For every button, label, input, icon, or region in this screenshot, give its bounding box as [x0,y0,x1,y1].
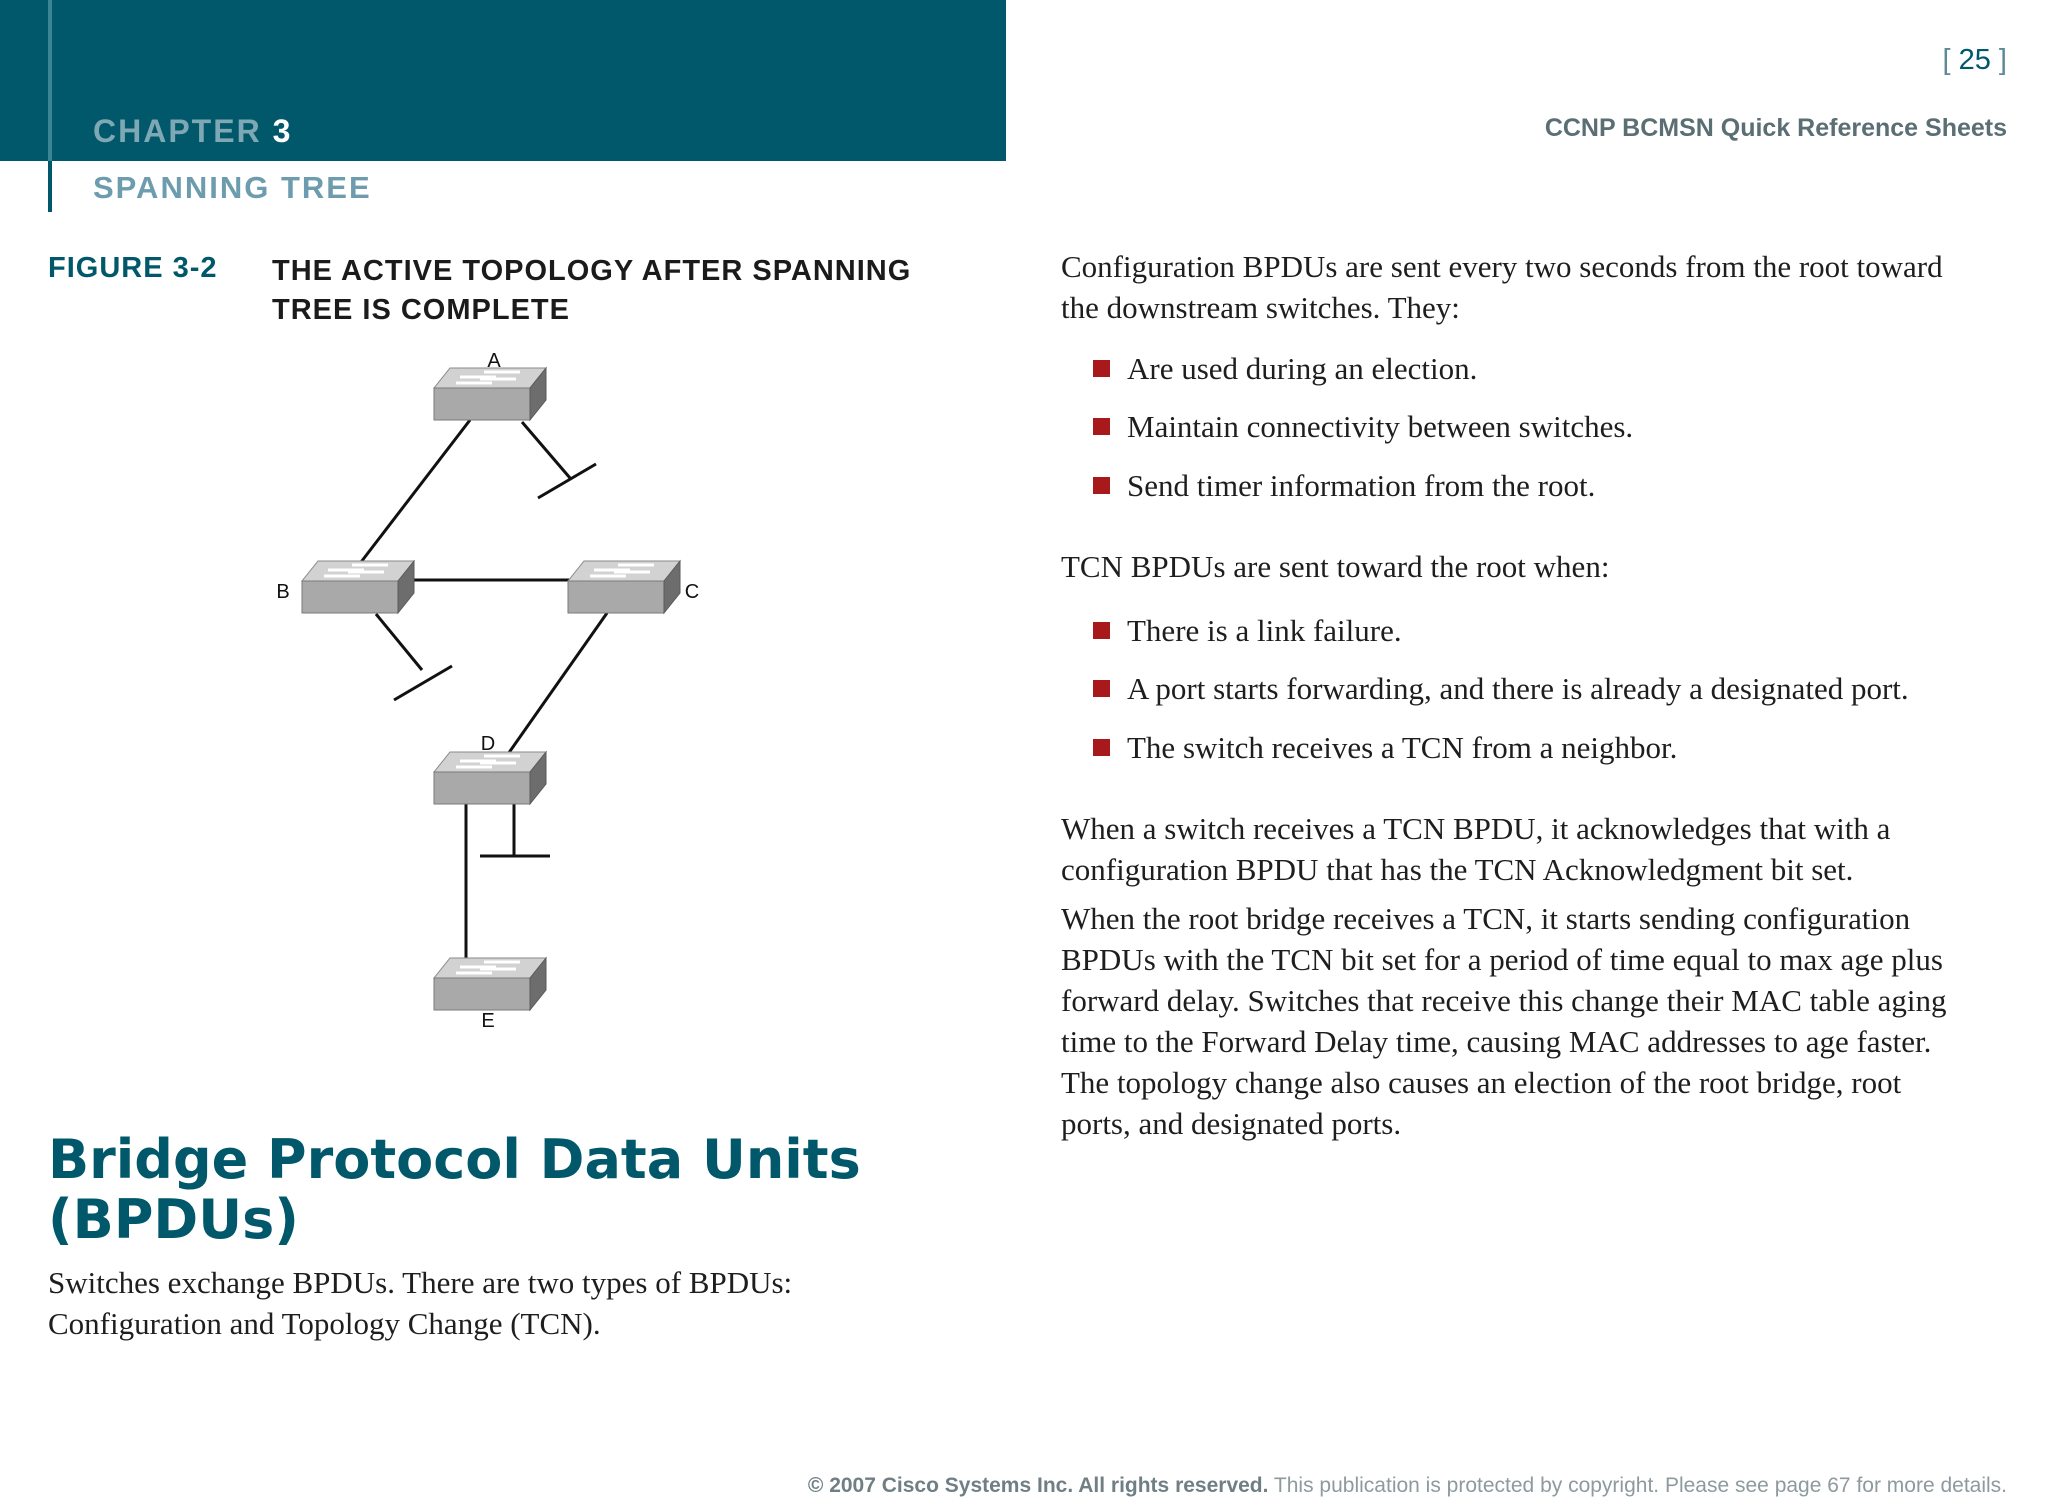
link-b-blocked [376,614,422,670]
section-heading [48,1130,948,1250]
root-bridge-line: The topology change also causes an election of the root bridge, root [1061,1065,1902,1100]
config-bpdu-paragraph [1061,246,2021,328]
copyright-notice: This publication is protected by copyright. Please see page 67 for more details. [1268,1474,2007,1497]
list-item [1061,610,2021,651]
page-number: [ 25 ] [1942,44,2007,76]
bullet-square-icon [1093,680,1110,697]
switch-d-icon [434,752,546,804]
blocked-marker-a [538,464,596,498]
list-item-text: There is a link failure. [1127,613,1402,648]
bullet-square-icon [1093,739,1110,756]
figure-title-line2: TREE IS COMPLETE [272,294,570,326]
chapter-word: CHAPTER [93,113,262,149]
figure-title [272,252,972,330]
root-bridge-line: time to the Forward Delay time, causing MAC addresses to age faster. [1061,1024,1932,1059]
list-item-text: A port starts forwarding, and there is already a designated port. [1127,671,1909,706]
page-number-value: 25 [1958,44,1991,76]
list-item [1061,348,2021,389]
tcn-ack-line1: When a switch receives a TCN BPDU, it acknowledges that with a [1061,811,1891,846]
section-heading-line1: Bridge Protocol Data Units [48,1128,861,1191]
link-a-blocked [522,422,570,478]
list-item-text: Send timer information from the root. [1127,468,1596,503]
bullet-square-icon [1093,418,1110,435]
switch-b-icon [302,561,414,613]
root-bridge-line: forward delay. Switches that receive this change their MAC table aging [1061,983,1947,1018]
chapter-number: 3 [272,113,293,149]
switch-label-a: A [487,350,501,372]
switch-a-icon [434,368,546,420]
section-heading-line2: (BPDUs) [48,1188,299,1251]
section-intro-line2: Configuration and Topology Change (TCN). [48,1306,601,1341]
footer-copyright [808,1474,2007,1498]
right-column [1061,246,2021,1144]
root-bridge-paragraph [1061,898,2021,1144]
section-intro [48,1262,948,1344]
config-bpdu-list [1061,348,2021,506]
bullet-square-icon [1093,477,1110,494]
root-bridge-line: ports, and designated ports. [1061,1106,1402,1141]
blocked-marker-b [394,666,452,700]
book-title: CCNP BCMSN Quick Reference Sheets [1544,114,2007,142]
link-a-b [358,420,470,566]
bullet-square-icon [1093,622,1110,639]
config-bpdu-line2: the downstream switches. They: [1061,290,1460,325]
switch-label-e: E [481,1010,495,1032]
switch-label-b: B [276,581,290,603]
list-item-text: Are used during an election. [1127,351,1478,386]
list-item-text: Maintain connectivity between switches. [1127,409,1634,444]
tcn-ack-line2: configuration BPDU that has the TCN Acknowledgment bit set. [1061,852,1854,887]
copyright-text: © 2007 Cisco Systems Inc. All rights reserved. [807,1474,1269,1497]
figure-title-line1: THE ACTIVE TOPOLOGY AFTER SPANNING [272,255,912,287]
switch-c-icon [568,561,680,613]
list-item [1061,406,2021,447]
link-c-d [508,613,607,754]
chapter-subject: SPANNING TREE [93,170,372,205]
tcn-bpdu-paragraph: TCN BPDUs are sent toward the root when: [1061,549,1610,584]
list-item [1061,727,2021,768]
switch-label-c: C [684,581,700,603]
section-intro-line1: Switches exchange BPDUs. There are two types of BPDUs: [48,1265,793,1300]
switch-label-d: D [480,733,496,755]
list-item-text: The switch receives a TCN from a neighbor. [1127,730,1678,765]
root-bridge-line: When the root bridge receives a TCN, it starts sending configuration [1061,901,1911,936]
switch-e-icon [434,958,546,1010]
topology-diagram [230,340,750,1040]
list-item [1061,465,2021,506]
figure-label: FIGURE 3-2 [48,252,218,284]
tcn-ack-paragraph [1061,808,2021,890]
chapter-rule-top [48,0,52,161]
chapter-label [93,113,292,150]
root-bridge-line: BPDUs with the TCN bit set for a period of time equal to max age plus [1061,942,1943,977]
tcn-bpdu-list [1061,610,2021,768]
bullet-square-icon [1093,360,1110,377]
config-bpdu-line1: Configuration BPDUs are sent every two seconds from the root toward [1061,249,1943,284]
list-item [1061,668,2021,709]
